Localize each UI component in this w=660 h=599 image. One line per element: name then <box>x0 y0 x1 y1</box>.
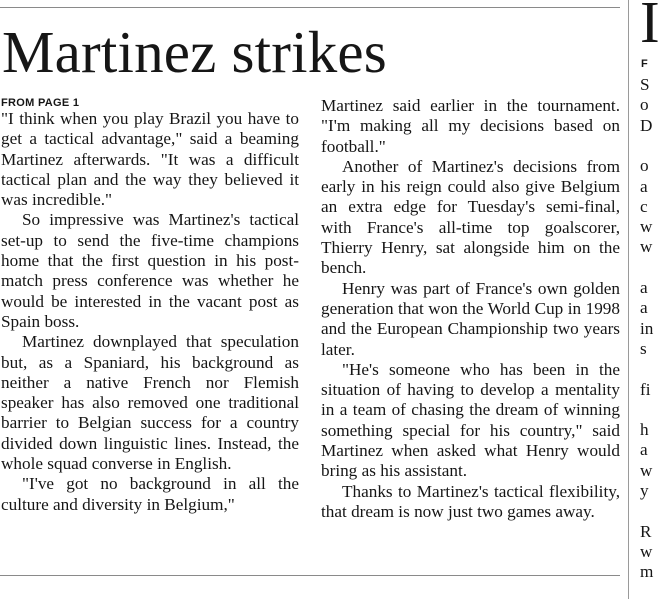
paragraph: Henry was part of France's own golden generation that won the World Cup in 1998 and the European Championship two years later. <box>321 278 620 359</box>
headline: Martinez strikes <box>2 19 387 85</box>
paragraph: "He's someone who has been in the situation of having to develop a mentality in a team of chasing the dream of winning something special for his country," said Martinez when asked what Henry would bring as his assistant. <box>321 359 620 481</box>
neighbor-line-fragment: a <box>640 298 648 318</box>
neighbor-line-fragment: a <box>640 278 648 297</box>
paragraph: "I've got no background in all the culture and diversity in Belgium," <box>1 474 299 514</box>
neighbor-line-fragment: a <box>640 440 648 460</box>
neighbor-line-fragment: o <box>640 95 649 115</box>
neighbor-line-fragment: o <box>640 156 649 176</box>
paragraph: Thanks to Martinez's tactical flexibility, that dream is now just two games away. <box>321 481 620 521</box>
neighbor-kicker-fragment: F <box>641 58 648 70</box>
neighbor-line-fragment: s <box>640 338 647 358</box>
neighbor-line-fragment: h <box>640 420 649 440</box>
article-column-2 <box>321 96 620 522</box>
neighbor-line-fragment: y <box>640 481 649 500</box>
neighbor-headline-fragment: I <box>640 0 660 55</box>
paragraph: "I think when you play Brazil you have to get a tactical advantage," said a beaming Martinez afterwards. "It was a difficult tactical plan and the way they believed it was incredible." <box>1 109 299 210</box>
top-rule <box>0 7 620 8</box>
bottom-rule <box>0 575 620 576</box>
neighbor-line-fragment: c <box>640 196 648 216</box>
article-column-1 <box>1 96 299 515</box>
neighbor-line-fragment: w <box>640 237 653 257</box>
neighbor-line-fragment: S <box>640 75 650 94</box>
paragraph: Martinez downplayed that speculation but, as a Spaniard, his background as neither a native French nor Flemish speaker has also removed one traditional barrier to Belgian success for a country divided down linguistic lines. Instead, the whole squad converse in English. <box>1 332 299 474</box>
paragraph: Another of Martinez's decisions from early in his reign could also give Belgium an extra edge for Tuesday's semi-final, with France's all-time top goalscorer, Thierry Henry, sat alongside him on the bench. <box>321 156 620 278</box>
neighbor-line-fragment: w <box>640 541 653 561</box>
neighbor-line-fragment: in <box>640 318 654 338</box>
paragraph: Martinez said earlier in the tournament. "I'm making all my decisions based on football." <box>321 96 620 156</box>
neighbor-line-fragment: w <box>640 460 653 480</box>
paragraph: So impressive was Martinez's tactical set-up to send the five-time champions home that the first question in his post-match press conference was whether he would be interested in the vacant post as Spain boss. <box>1 210 299 331</box>
neighbor-line-fragment: m <box>640 562 654 582</box>
neighbor-line-fragment: D <box>640 115 653 135</box>
kicker: FROM PAGE 1 <box>1 97 80 109</box>
neighbor-line-fragment: R <box>640 521 652 541</box>
neighbor-line-fragment: w <box>640 217 653 237</box>
neighbor-line-fragment: fi <box>640 379 651 399</box>
column-divider <box>628 0 629 599</box>
neighbor-line-fragment: a <box>640 176 648 196</box>
